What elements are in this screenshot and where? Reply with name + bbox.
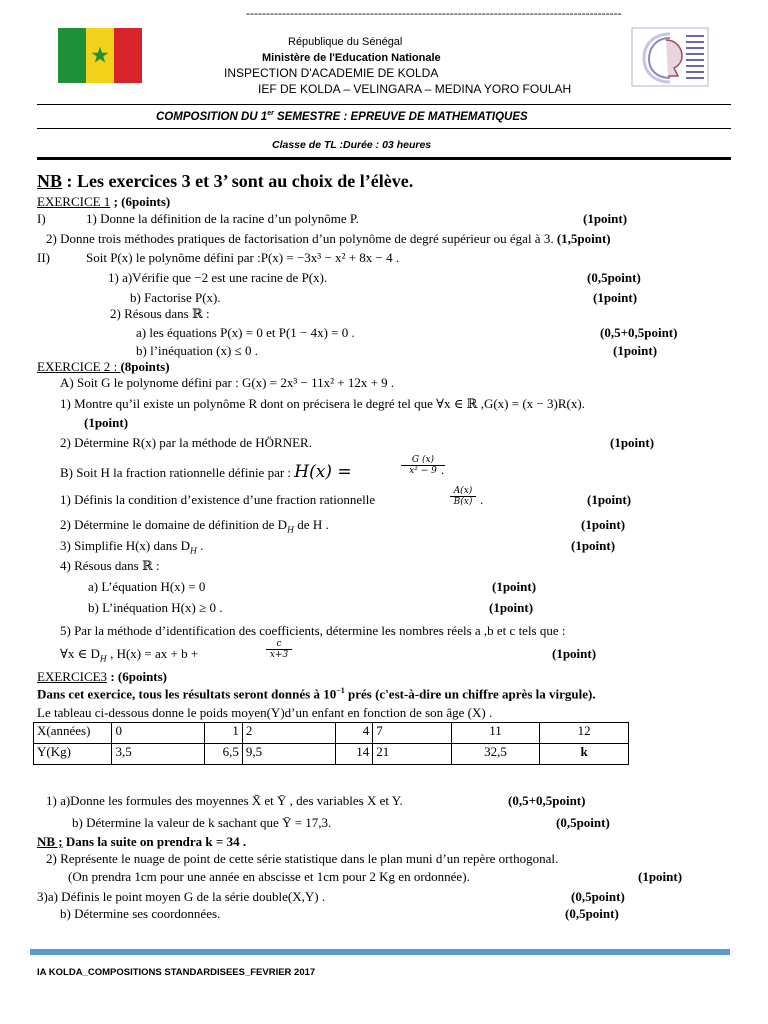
ex1-q2-title: 2) Résous dans ℝ : [110, 306, 210, 321]
ex3-nb: NB ; Dans la suite on prendra k = 34 . [37, 834, 247, 849]
ex1-q1: 1) Donne la définition de la racine d’un polynôme P. [86, 211, 359, 226]
table-row [34, 744, 629, 765]
exam-title: COMPOSITION DU 1er SEMESTRE : EPREUVE DE MATHEMATIQUES [156, 110, 528, 123]
ex1-q1a: 1) a)Vérifie que −2 est une racine de P(x). [108, 270, 328, 285]
data-table [33, 722, 629, 765]
table-cell: 0 [112, 723, 205, 744]
table-cell: 2 [242, 723, 335, 744]
ex3-q1b: b) Détermine la valeur de k sachant que Ȳ = 17,3. [72, 815, 332, 830]
ex3-q3b: b) Détermine ses coordonnées. [60, 906, 221, 921]
table-cell: k [540, 744, 629, 765]
ex2-b3-points: (1point) [571, 538, 616, 553]
ex1-q2b: b) l’inéquation (x) ≤ 0 . [136, 343, 258, 358]
ex2-b1-fraction: A(x) B(x) [450, 486, 476, 507]
ex2-b5-points: (1point) [552, 646, 597, 661]
republic-label: République du Sénégal [288, 36, 403, 48]
ex2-b1: 1) Définis la condition d’existence d’une fraction rationnelle [60, 492, 376, 507]
star-icon: ★ [90, 42, 110, 68]
table-cell: 7 [373, 723, 451, 744]
ex2-b4: 4) Résous dans ℝ : [60, 558, 160, 573]
header-rule-mid [37, 128, 731, 129]
footer-bar [30, 949, 730, 955]
ex3-title: EXERCICE3 : (6points) [37, 669, 168, 684]
table-cell: Y(Kg) [34, 744, 112, 765]
ex3-q1a: 1) a)Donne les formules des moyennes X̄ et Ȳ , des variables X et Y. [46, 793, 403, 808]
ex1-q1b-points: (1point) [593, 290, 638, 305]
ex3-intro: Le tableau ci-dessous donne le poids moyen(Y)d’un enfant en fonction de son âge (X) . [37, 705, 493, 720]
ex3-q2-scale: (On prendra 1cm pour une année en abscisse et 1cm pour 2 Kg en ordonnée). [68, 869, 470, 884]
ex2-b2: 2) Détermine le domaine de définition de $D_H$ de H . [60, 517, 329, 535]
ex1-q2a: a) les équations P(x) = 0 et P(1 − 4x) = 0 . [136, 325, 355, 340]
ex2-partA: A) Soit G le polynome défini par : G(x) = 2x³ − 11x² + 12x + 9 . [60, 375, 395, 390]
ex2-b3: 3) Simplifie H(x) dans $D_H$ . [60, 538, 204, 556]
ex2-b4b: b) L’inéquation H(x) ≥ 0 . [88, 600, 223, 615]
ex2-b4a: a) L’équation H(x) = 0 [88, 579, 206, 594]
nb-heading: NB : Les exercices 3 et 3’ sont au choix de l’élève. [37, 171, 414, 191]
footer-text: IA KOLDA_COMPOSITIONS STANDARDISEES_FEVRIER 2017 [37, 967, 316, 978]
ex2-b4b-points: (1point) [489, 600, 534, 615]
table-cell: 3,5 [112, 744, 205, 765]
ex2-b5-fraction: c x+3 [266, 639, 292, 660]
class-line: Classe de TL :Durée : 03 heures [272, 139, 432, 151]
header-rule-bottom [37, 157, 731, 160]
table-cell: 1 [205, 723, 243, 744]
ex3-q3b-points: (0,5point) [565, 906, 619, 921]
table-cell: 14 [335, 744, 373, 765]
senegal-flag-icon [58, 28, 142, 83]
table-cell: 6,5 [205, 744, 243, 765]
ex1-title: EXERCICE 1 ; (6points) [37, 194, 171, 209]
ex1-part2-num: II) [37, 250, 50, 265]
ex3-q3a-points: (0,5point) [571, 889, 625, 904]
ex1-part1-num: I) [37, 211, 46, 226]
ex2-a1-points: (1point) [84, 415, 129, 430]
ex3-q2: 2) Représente le nuage de point de cette série statistique dans le plan muni d’un repère orthogonal. [46, 851, 559, 866]
ex2-a1: 1) Montre qu’il existe un polynôme R dont on précisera le degré tel que ∀x ∈ ℝ ,G(x) = (x − 3)R(x). [60, 396, 585, 411]
ex3-q3a: 3)a) Définis le point moyen G de la série double(X,Y) . [37, 889, 326, 904]
ex2-b2-points: (1point) [581, 517, 626, 532]
header-rule-top [37, 104, 731, 105]
header-dashes: ---------------------------------------------------------------------------------------------- [246, 6, 622, 20]
ex2-b4a-points: (1point) [492, 579, 537, 594]
ex1-poly-def: Soit P(x) le polynôme défini par :P(x) = −3x³ − x² + 8x − 4 . [86, 250, 400, 265]
ex1-q2b-points: (1point) [613, 343, 658, 358]
ex2-partB: B) Soit H la fraction rationnelle définie par : H(x) = [60, 462, 352, 482]
academy-logo-icon [630, 26, 710, 88]
ex2-b5: 5) Par la méthode d’identification des coefficients, détermine les nombres réels a ,b et c tels que : [60, 623, 566, 638]
ex2-partB-period: . [441, 462, 445, 477]
ex3-q1b-points: (0,5point) [556, 815, 610, 830]
ministry-label: Ministère de l'Education Nationale [262, 52, 441, 64]
ex1-q1a-points: (0,5point) [587, 270, 641, 285]
ex1-q2a-points: (0,5+0,5point) [600, 325, 678, 340]
ex2-H-fraction: G (x) x² − 9 [401, 455, 445, 476]
ex3-precision-note: Dans cet exercice, tous les résultats seront donnés à $10^{-1}$ prés (c'est-à-dire un chiffre après la virgule). [37, 686, 596, 702]
ex1-q2: 2) Donne trois méthodes pratiques de factorisation d’un polynôme de degré supérieur ou égal à 3. (1,5point) [46, 231, 611, 246]
ex2-a2: 2) Détermine R(x) par la méthode de HÖRNER. [60, 435, 312, 450]
ex2-b5-formula: ∀x ∈ $D_H$ , H(x) = ax + b + [60, 646, 199, 664]
table-cell: 32,5 [451, 744, 540, 765]
table-row [34, 723, 629, 744]
ex1-q1-points: (1point) [583, 211, 628, 226]
ex3-q2-points: (1point) [638, 869, 683, 884]
ex2-b1-period: . [480, 492, 484, 507]
table-cell: 4 [335, 723, 373, 744]
table-cell: 12 [540, 723, 629, 744]
table-cell: 9,5 [242, 744, 335, 765]
ex2-a2-points: (1point) [610, 435, 655, 450]
table-cell: 21 [373, 744, 451, 765]
table-cell: X(années) [34, 723, 112, 744]
ief-label: IEF DE KOLDA – VELINGARA – MEDINA YORO FOULAH [258, 82, 572, 96]
ex2-title: EXERCICE 2 : (8points) [37, 359, 170, 374]
ex1-q1b: b) Factorise P(x). [130, 290, 221, 305]
inspection-label: INSPECTION D'ACADEMIE DE KOLDA [224, 66, 439, 80]
ex3-q1a-points: (0,5+0,5point) [508, 793, 586, 808]
ex2-b1-points: (1point) [587, 492, 632, 507]
table-cell: 11 [451, 723, 540, 744]
